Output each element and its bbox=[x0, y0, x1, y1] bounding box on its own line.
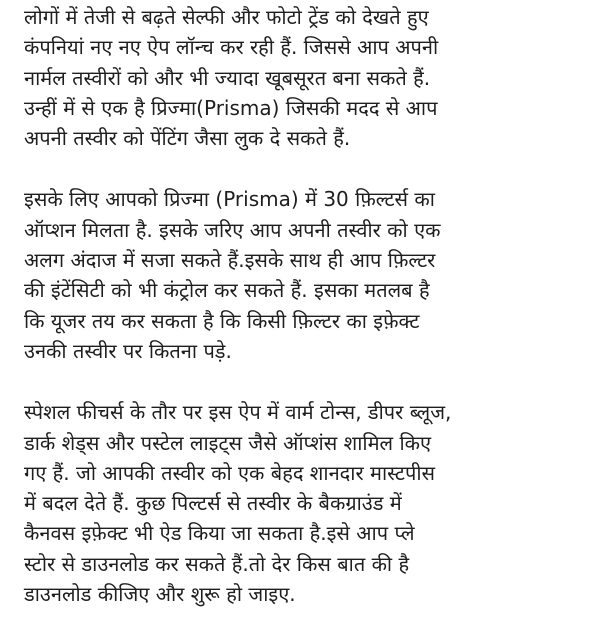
paragraph-features bbox=[24, 397, 596, 609]
paragraph-intro bbox=[24, 2, 596, 153]
text-line: ऑप्शन मिलता है. इसके जरिए आप अपनी तस्वीर को एक bbox=[24, 217, 441, 242]
text-line: लोगों में तेजी से बढ़ते सेल्फी और फोटो ट्रेंड को देखते हुए bbox=[24, 5, 429, 29]
text-line: स्टोर से डाउनलोड कर सकते हैं.तो देर किस बात की है bbox=[24, 551, 410, 576]
text-line: अलग अंदाज में सजा सकते हैं.इसके साथ ही आप फ़िल्टर bbox=[24, 248, 436, 273]
text-line: कि यूजर तय कर सकता है कि किसी फ़िल्टर का इफ़ेक्ट bbox=[24, 308, 420, 333]
article-body bbox=[24, 2, 596, 640]
text-line: उन्हीं में से एक है प्रिज्मा(Prisma) जिसकी मदद से आप bbox=[24, 95, 438, 120]
text-line: डाउनलोड कीजिए और शुरू हो जाइए. bbox=[24, 582, 296, 607]
text-line: में बदल देते हैं. कुछ पिल्टर्स से तस्वीर के बैकग्राउंड में bbox=[24, 491, 402, 516]
text-line: उनकी तस्वीर पर कितना पड़े. bbox=[24, 338, 232, 363]
text-line: इसके लिए आपको प्रिज्मा (Prisma) में 30 फ़िल्टर्स का bbox=[24, 187, 435, 212]
text-line: डार्क शेड्स और पस्टेल लाइट्स जैसे ऑप्शंस शामिल किए bbox=[24, 430, 432, 455]
text-line: स्पेशल फीचर्स के तौर पर इस ऐप में वार्म टोन्स, डीपर ब्लूज, bbox=[24, 400, 452, 425]
text-line: कंपनियां नए नए ऐप लॉन्च कर रही हैं. जिससे आप अपनी bbox=[24, 35, 439, 60]
text-line: अपनी तस्वीर को पेंटिंग जैसा लुक दे सकते हैं. bbox=[24, 126, 351, 151]
text-line: की इंटेंसिटी को भी कंट्रोल कर सकते हैं. इसका मतलब है bbox=[24, 278, 430, 303]
paragraph-filters bbox=[24, 184, 596, 366]
text-line: कैनवस इफ़ेक्ट भी ऐड किया जा सकता है.इसे आप प्ले bbox=[24, 521, 415, 546]
text-line: नार्मल तस्वीरों को और भी ज्यादा खूबसूरत बना सकते हैं. bbox=[24, 65, 431, 90]
text-line: गए हैं. जो आपकी तस्वीर को एक बेहद शानदार मास्टपीस bbox=[24, 460, 436, 485]
